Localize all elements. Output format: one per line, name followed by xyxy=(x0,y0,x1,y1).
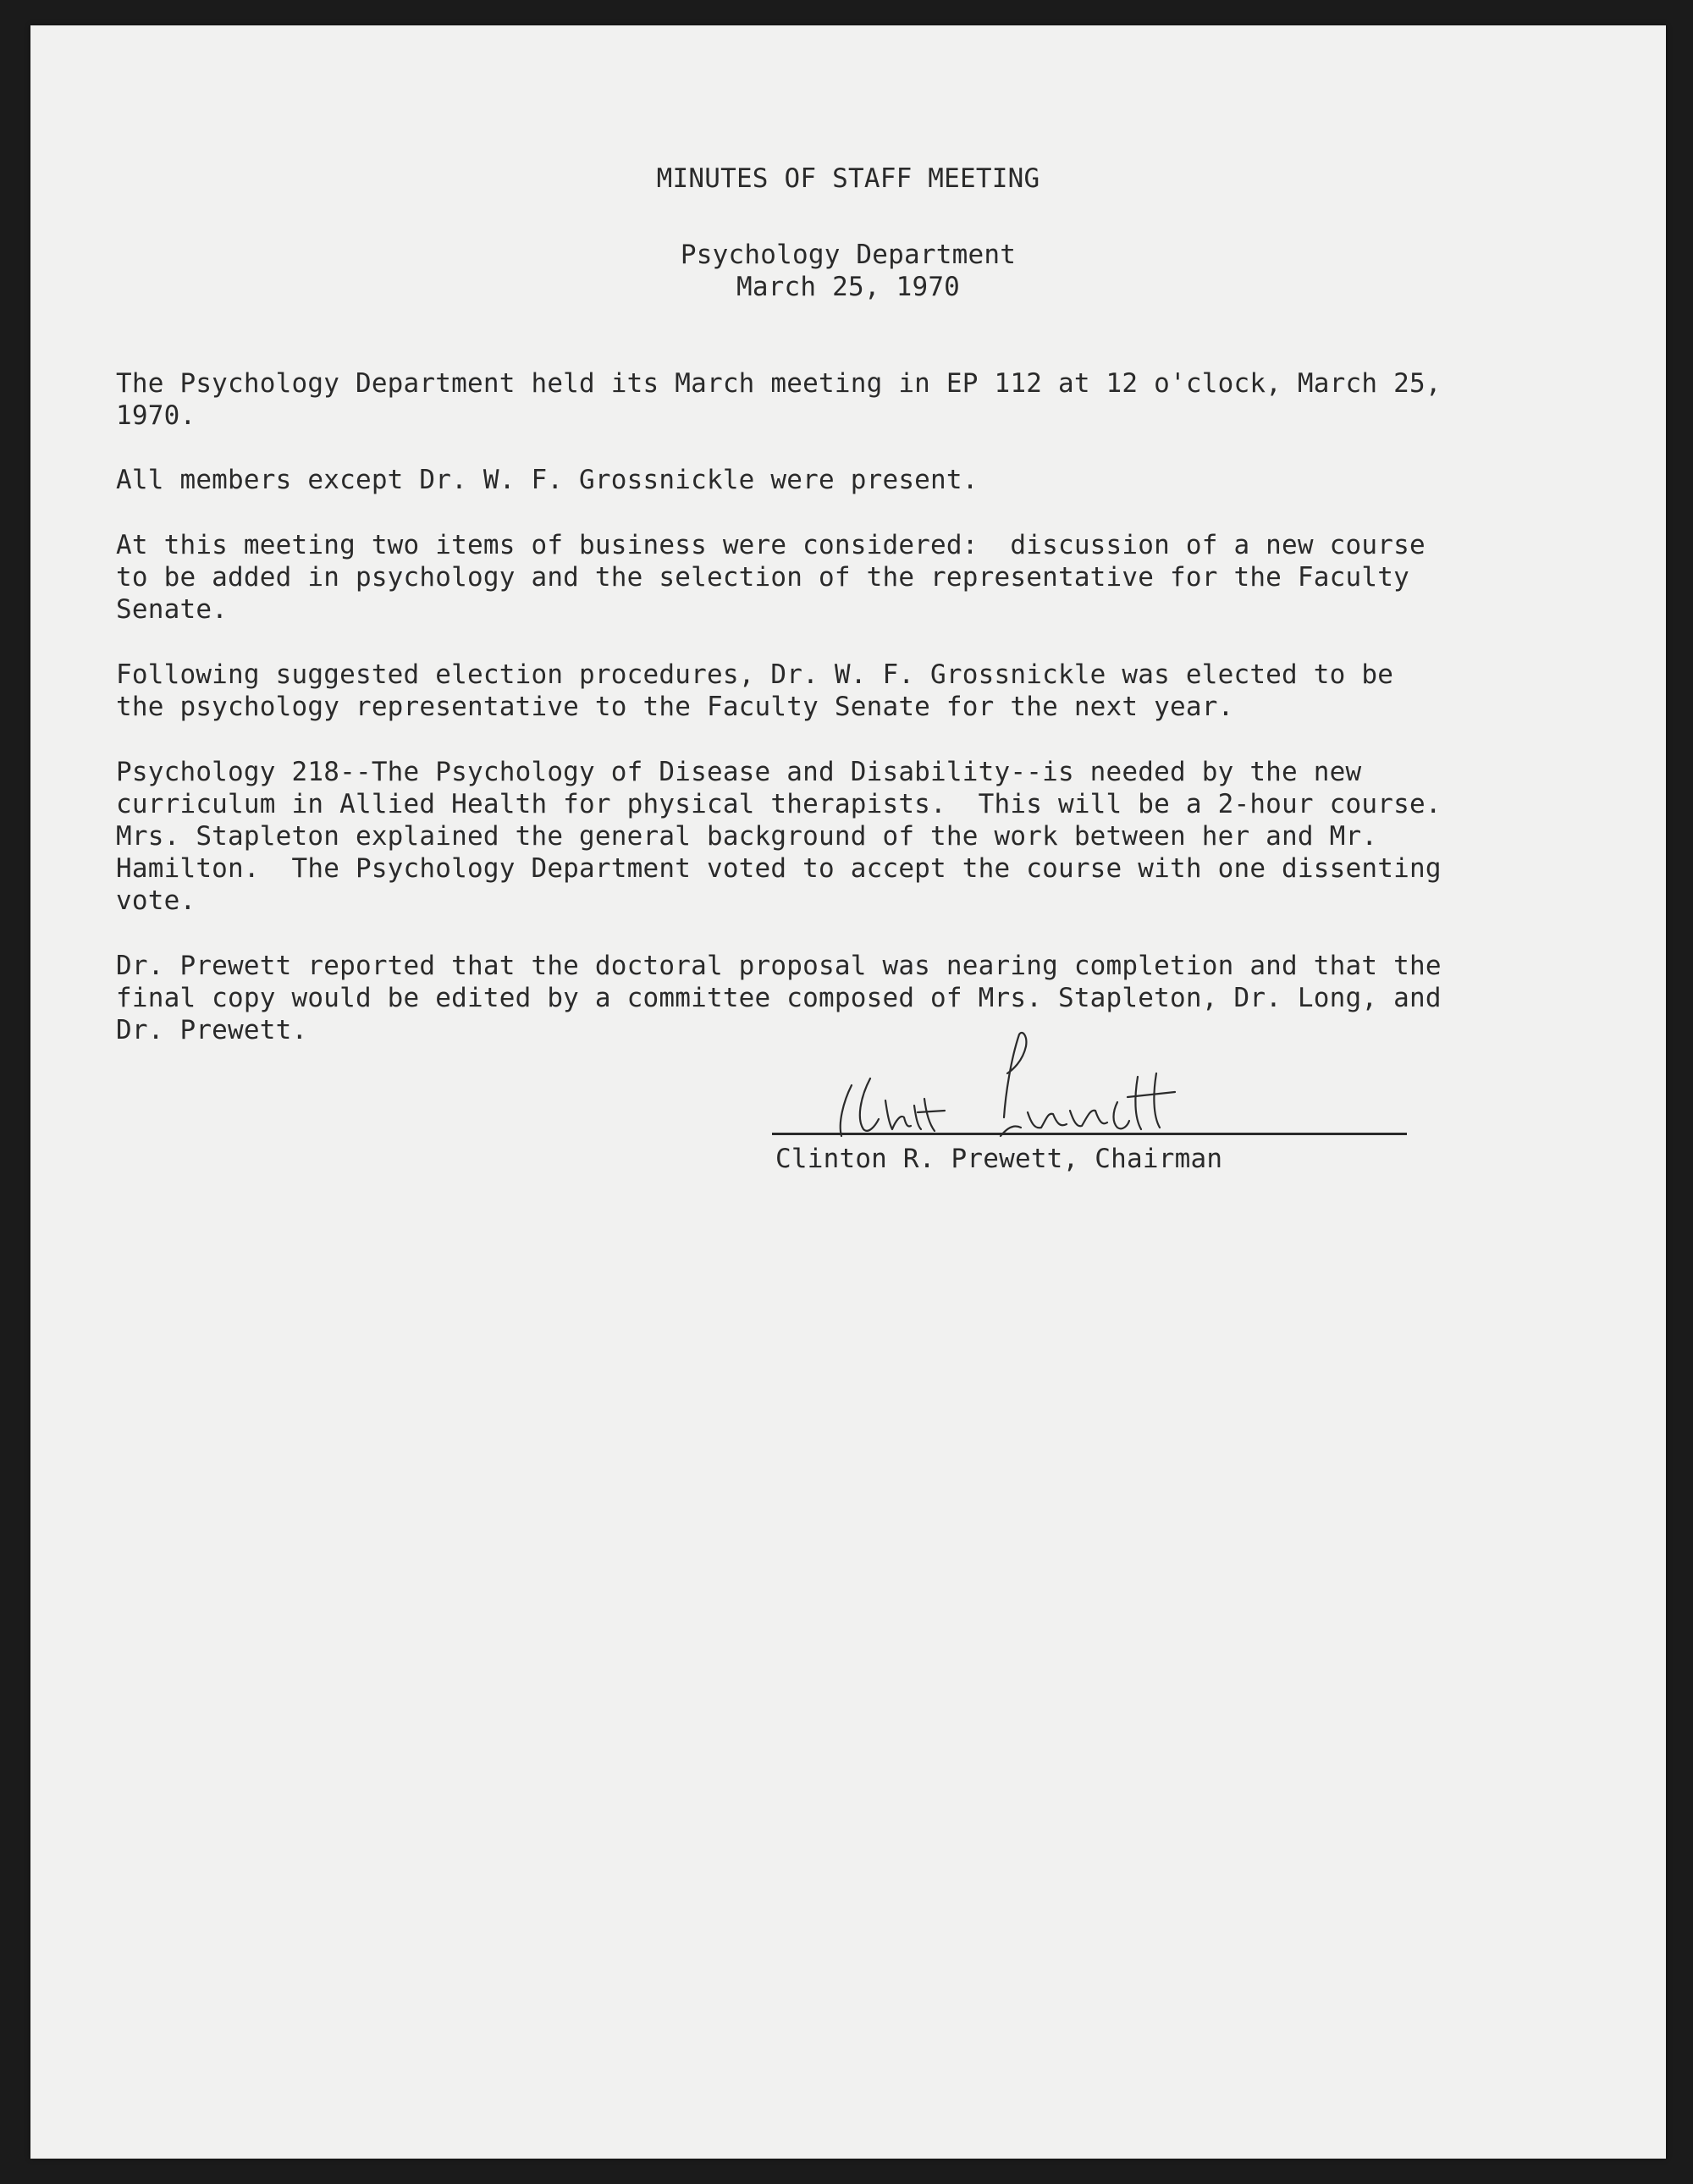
paragraph-5-line-1: Psychology 218--The Psychology of Disease and Disability--is needed by the new xyxy=(116,757,1362,787)
paragraph-4-line-1: Following suggested election procedures, Dr. W. F. Grossnickle was elected to be xyxy=(116,659,1394,690)
paragraph-6-line-2: final copy would be edited by a committee composed of Mrs. Stapleton, Dr. Long, and xyxy=(116,983,1442,1013)
signature-line xyxy=(772,1133,1407,1135)
document-page xyxy=(30,25,1666,2159)
handwritten-signature xyxy=(819,1018,1327,1161)
paragraph-5-line-3: Mrs. Stapleton explained the general background of the work between her and Mr. xyxy=(116,821,1378,852)
meeting-date: March 25, 1970 xyxy=(736,272,961,302)
document-title: MINUTES OF STAFF MEETING xyxy=(656,163,1040,194)
paragraph-6-line-3: Dr. Prewett. xyxy=(116,1015,308,1045)
signatory-name: Clinton R. Prewett, Chairman xyxy=(775,1144,1223,1174)
paragraph-3-line-2: to be added in psychology and the selection of the representative for the Faculty xyxy=(116,562,1409,593)
paragraph-1-line-2: 1970. xyxy=(116,400,196,431)
paragraph-2-line-1: All members except Dr. W. F. Grossnickle were present. xyxy=(116,465,979,495)
paragraph-4-line-2: the psychology representative to the Faculty Senate for the next year. xyxy=(116,692,1234,722)
paragraph-6-line-1: Dr. Prewett reported that the doctoral proposal was nearing completion and that the xyxy=(116,951,1442,981)
paragraph-5-line-4: Hamilton. The Psychology Department voted to accept the course with one dissenting xyxy=(116,853,1442,884)
department-name: Psychology Department xyxy=(680,240,1017,270)
paragraph-5-line-2: curriculum in Allied Health for physical therapists. This will be a 2-hour course. xyxy=(116,789,1442,819)
paragraph-5-line-5: vote. xyxy=(116,885,196,916)
paragraph-1-line-1: The Psychology Department held its March meeting in EP 112 at 12 o'clock, March 25, xyxy=(116,368,1442,399)
paragraph-3-line-3: Senate. xyxy=(116,594,229,625)
paragraph-3-line-1: At this meeting two items of business were considered: discussion of a new course xyxy=(116,530,1426,560)
